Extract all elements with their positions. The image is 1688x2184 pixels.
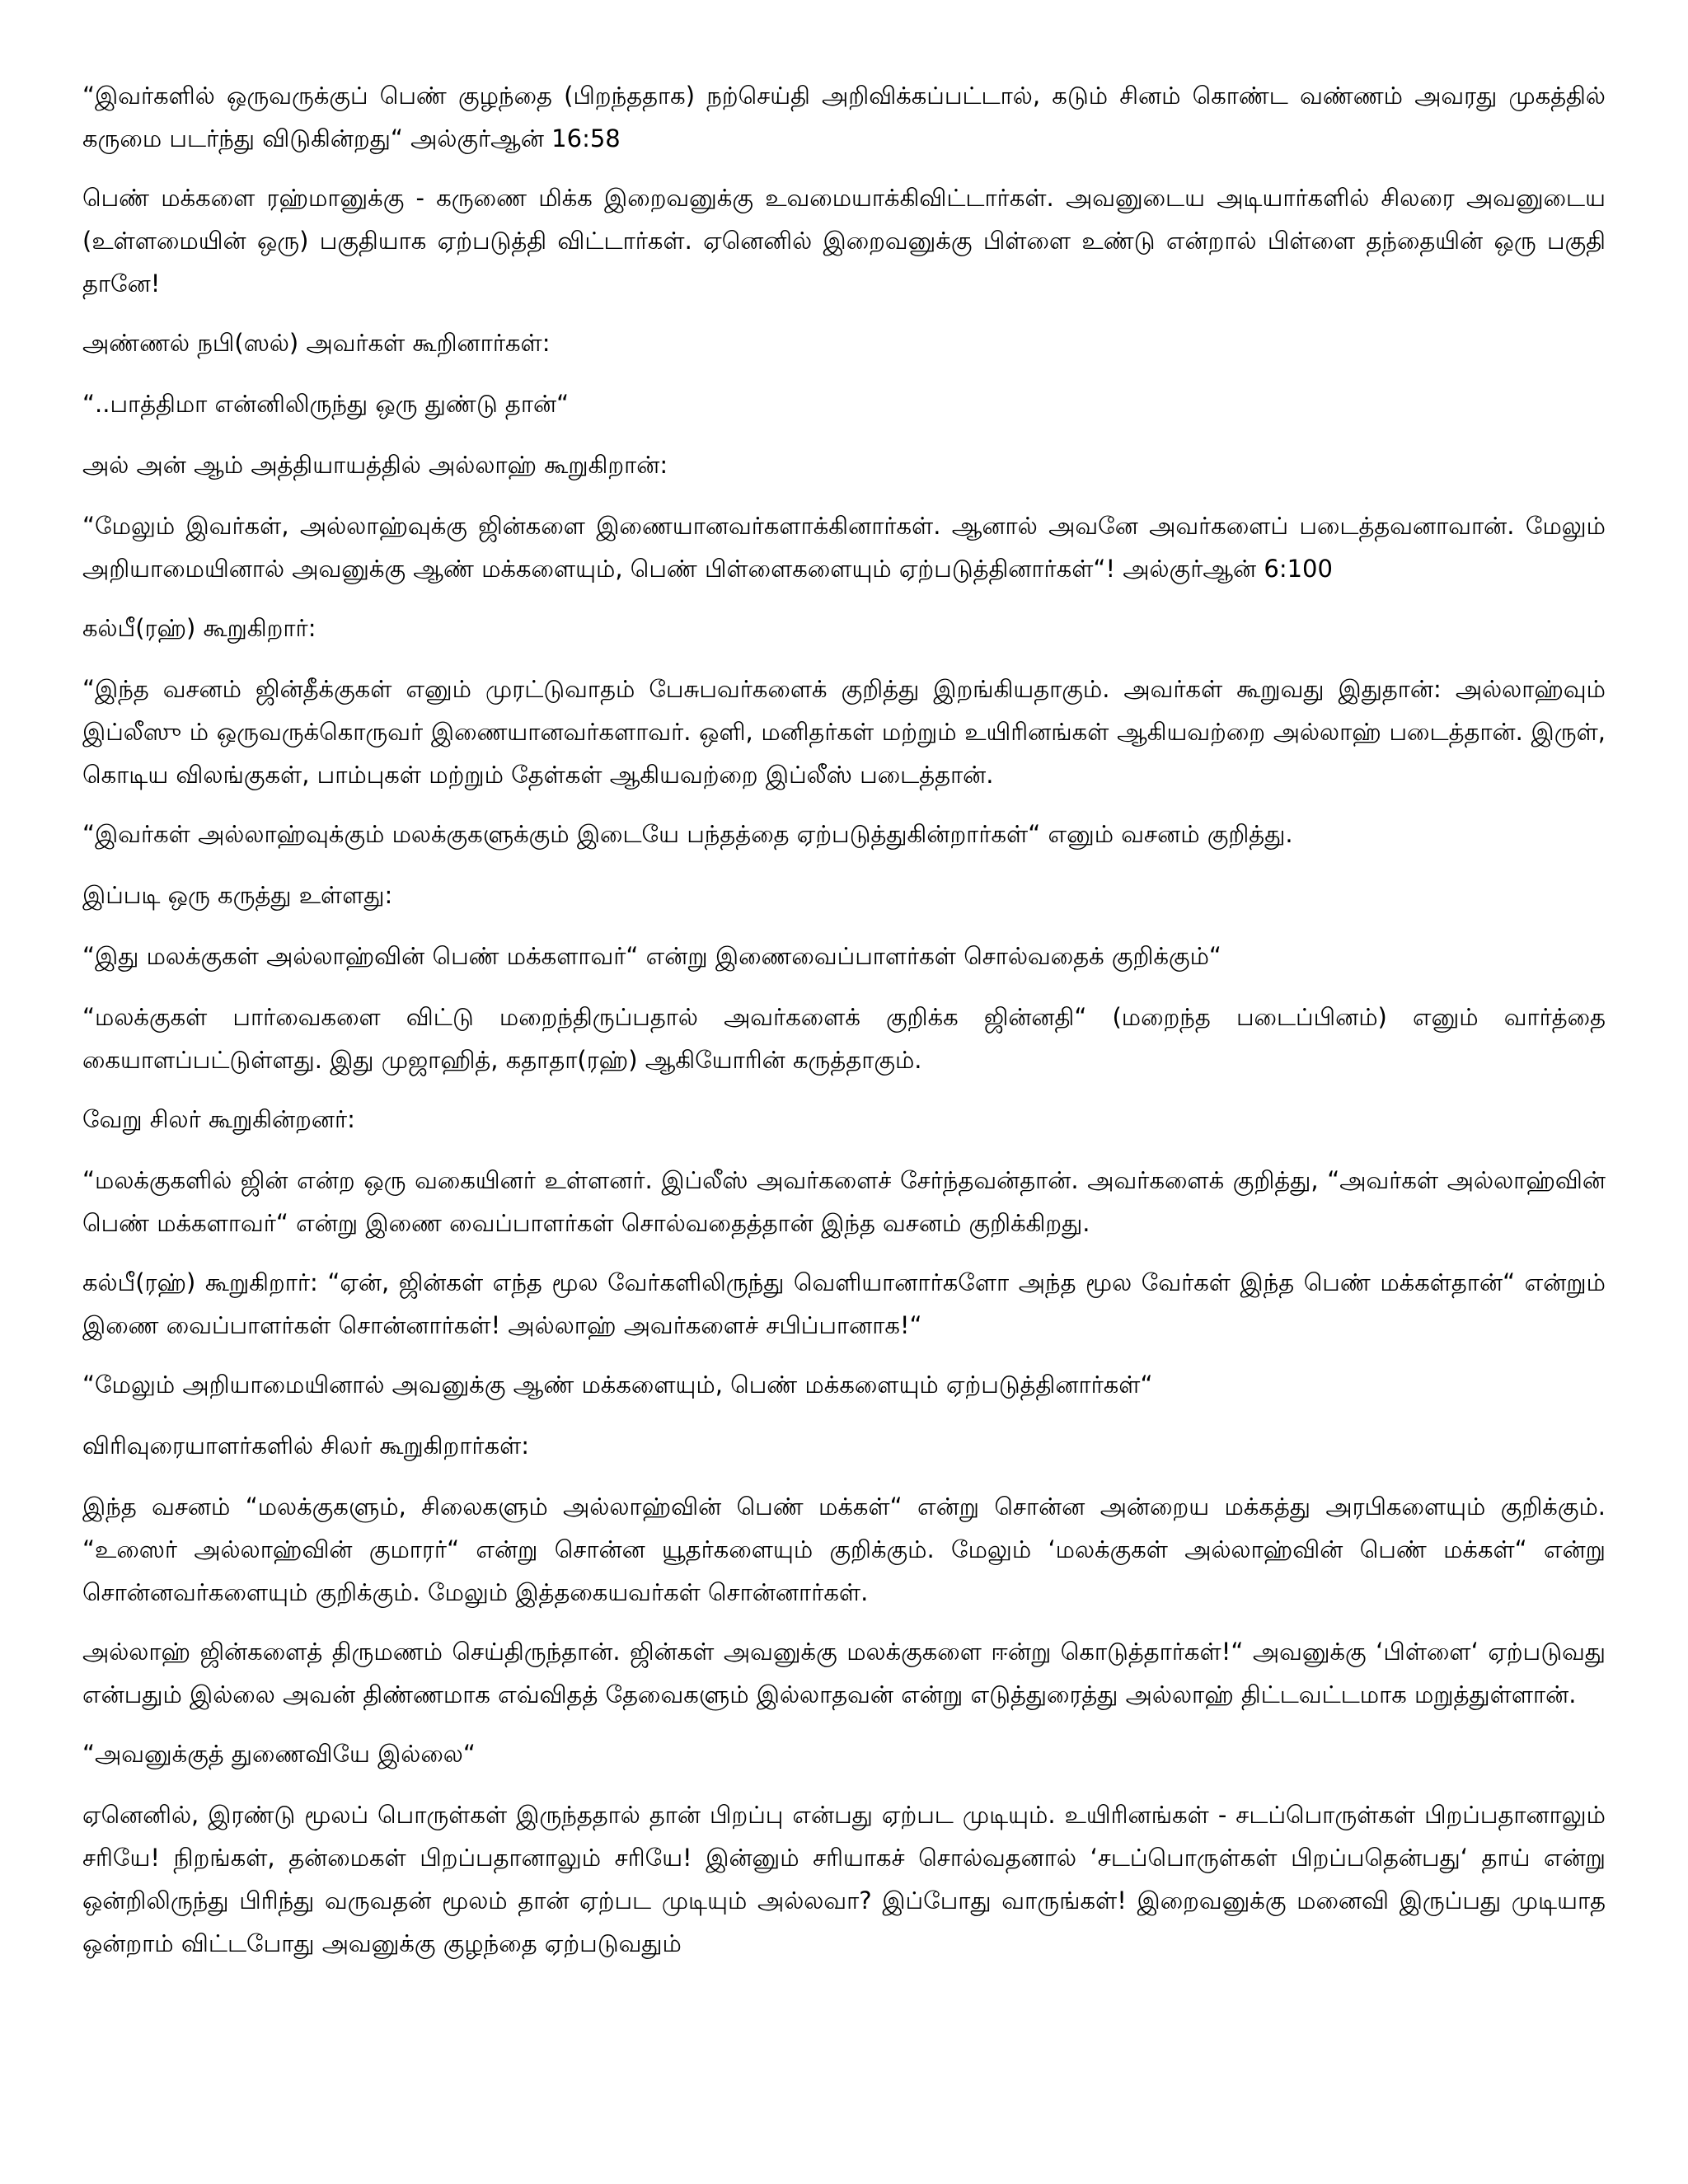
body-paragraph: பெண் மக்களை ரஹ்மானுக்கு - கருணை மிக்க இறைவனுக்கு உவமையாக்கிவிட்டார்கள். அவனுடைய அடியார்களில் சிலரை அவனுடைய (உள்ளமையின் ஒரு) பகுதியாக ஏற்படுத்தி விட்டார்கள். ஏனெனில் இறைவனுக்கு பிள்ளை உண்டு என்றால் பிள்ளை தந்தையின் ஒரு பகுதி தானே!: [82, 184, 1606, 298]
body-paragraph: “அவனுக்குத் துணைவியே இல்லை“: [82, 1740, 476, 1768]
body-paragraph: “மலக்குகளில் ஜின் என்ற ஒரு வகையினர் உள்ளனர். இப்லீஸ் அவர்களைச் சேர்ந்தவன்தான். அவர்களைக் குறித்து, “அவர்கள் அல்லாஹ்வின் பெண் மக்களாவர்“ என்று இணை வைப்பாளர்கள் சொல்வதைத்தான் இந்த வசனம் குறிக்கிறது.: [82, 1166, 1606, 1237]
hadith-quote: “..பாத்திமா என்னிலிருந்து ஒரு துண்டு தான்“: [82, 390, 570, 418]
body-paragraph: அல்லாஹ் ஜின்களைத் திருமணம் செய்திருந்தான். ஜின்கள் அவனுக்கு மலக்குகளை ஈன்று கொடுத்தார்கள்!“ அவனுக்கு ‘பிள்ளை‘ ஏற்படுவது என்பதும் இல்லை அவன் திண்ணமாக எவ்விதத் தேவைகளும் இல்லாதவன் என்று எடுத்துரைத்து அல்லாஹ் திட்டவட்டமாக மறுத்துள்ளான்.: [82, 1638, 1606, 1708]
section-intro: அல் அன் ஆம் அத்தியாயத்தில் அல்லாஹ் கூறுகிறான்:: [82, 451, 668, 479]
body-paragraph: கல்பீ(ரஹ்) கூறுகிறார்: “ஏன், ஜின்கள் எந்த மூல வேர்களிலிருந்து வெளியானார்களோ அந்த மூல வேர்கள் இந்த பெண் மக்கள்தான்“ என்றும் இணை வைப்பாளர்கள் சொன்னார்கள்! அல்லாஹ் அவர்களைச் சபிப்பானாக!“: [82, 1268, 1606, 1339]
section-intro: வேறு சிலர் கூறுகின்றனர்:: [82, 1105, 355, 1133]
document-page: [82, 74, 1606, 1981]
body-paragraph: ஏனெனில், இரண்டு மூலப் பொருள்கள் இருந்ததால் தான் பிறப்பு என்பது ஏற்பட முடியும். உயிரினங்கள் - சடப்பொருள்கள் பிறப்பதானாலும் சரியே! நிறங்கள், தன்மைகள் பிறப்பதானாலும் சரியே! இன்னும் சரியாகச் சொல்வதனால் ‘சடப்பொருள்கள் பிறப்பதென்பது‘ தாய் என்று ஒன்றிலிருந்து பிரிந்து வருவதன் மூலம் தான் ஏற்பட முடியும் அல்லவா? இப்போது வாருங்கள்! இறைவனுக்கு மனைவி இருப்பது முடியாத ஒன்றாம் விட்டபோது அவனுக்கு குழந்தை ஏற்படுவதும்: [82, 1801, 1606, 1957]
quran-quote-16-58: “இவர்களில் ஒருவருக்குப் பெண் குழந்தை (பிறந்ததாக) நற்செய்தி அறிவிக்கப்பட்டால், கடும் சினம் கொண்ட வண்ணம் அவரது முகத்தில் கருமை படர்ந்து விடுகின்றது“ அல்குர்ஆன் 16:58: [82, 82, 1606, 152]
body-paragraph: “மேலும் அறியாமையினால் அவனுக்கு ஆண் மக்களையும், பெண் மக்களையும் ஏற்படுத்தினார்கள்“: [82, 1371, 1153, 1399]
quran-quote-6-100: “மேலும் இவர்கள், அல்லாஹ்வுக்கு ஜின்களை இணையானவர்களாக்கினார்கள். ஆனால் அவனே அவர்களைப் படைத்தவனாவான். மேலும் அறியாமையினால் அவனுக்கு ஆண் மக்களையும், பெண் பிள்ளைகளையும் ஏற்படுத்தினார்கள்“! அல்குர்ஆன் 6:100: [82, 512, 1606, 583]
body-paragraph: “இந்த வசனம் ஜின்தீக்குகள் எனும் முரட்டுவாதம் பேசுபவர்களைக் குறித்து இறங்கியதாகும். அவர்கள் கூறுவது இதுதான்: அல்லாஹ்வும் இப்லீஸு ம் ஒருவருக்கொருவர் இணையானவர்களாவர். ஒளி, மனிதர்கள் மற்றும் உயிரினங்கள் ஆகியவற்றை அல்லாஹ் படைத்தான். இருள், கொடிய விலங்குகள், பாம்புகள் மற்றும் தேள்கள் ஆகியவற்றை இப்லீஸ் படைத்தான்.: [82, 675, 1606, 789]
body-paragraph: “மலக்குகள் பார்வைகளை விட்டு மறைந்திருப்பதால் அவர்களைக் குறிக்க ஜின்னதி“ (மறைந்த படைப்பினம்) எனும் வார்த்தை கையாளப்பட்டுள்ளது. இது முஜாஹித், கதாதா(ரஹ்) ஆகியோரின் கருத்தாகும்.: [82, 1003, 1606, 1074]
body-paragraph: இந்த வசனம் “மலக்குகளும், சிலைகளும் அல்லாஹ்வின் பெண் மக்கள்“ என்று சொன்ன அன்றைய மக்கத்து அரபிகளையும் குறிக்கும். “உஸைர் அல்லாஹ்வின் குமாரர்“ என்று சொன்ன யூதர்களையும் குறிக்கும். மேலும் ‘மலக்குகள் அல்லாஹ்வின் பெண் மக்கள்“ என்று சொன்னவர்களையும் குறிக்கும். மேலும் இத்தகையவர்கள் சொன்னார்கள்.: [82, 1493, 1606, 1606]
section-intro: விரிவுரையாளர்களில் சிலர் கூறுகிறார்கள்:: [82, 1432, 530, 1460]
section-intro: கல்பீ(ரஹ்) கூறுகிறார்:: [82, 614, 316, 642]
section-intro: இப்படி ஒரு கருத்து உள்ளது:: [82, 881, 393, 909]
body-paragraph: “இவர்கள் அல்லாஹ்வுக்கும் மலக்குகளுக்கும் இடையே பந்தத்தை ஏற்படுத்துகின்றார்கள்“ எனும் வசனம் குறித்து.: [82, 820, 1293, 848]
section-intro: அண்ணல் நபி(ஸல்) அவர்கள் கூறினார்கள்:: [82, 329, 551, 357]
body-paragraph: “இது மலக்குகள் அல்லாஹ்வின் பெண் மக்களாவர்“ என்று இணைவைப்பாளர்கள் சொல்வதைக் குறிக்கும்“: [82, 942, 1221, 970]
